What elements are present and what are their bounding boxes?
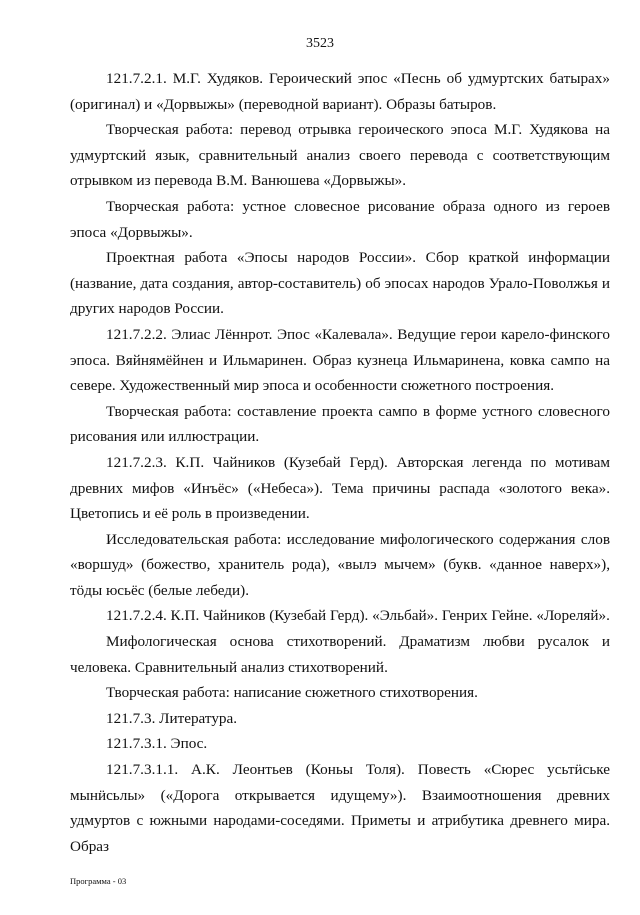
paragraph: Творческая работа: устное словесное рисование образа одного из героев эпоса «Дорвыжы».	[70, 197, 610, 241]
footer-program-label: Программа - 03	[70, 876, 127, 886]
document-body	[70, 66, 610, 859]
paragraph: Творческая работа: написание сюжетного стихотворения.	[106, 684, 478, 702]
paragraph: 121.7.2.3. К.П. Чайников (Кузебай Герд). Авторская легенда по мотивам древних мифов «Инъёс» («Небеса»). Тема причины распада «золотого века». Цветопись и её роль в произведении.	[70, 453, 610, 523]
paragraph: Творческая работа: составление проекта сампо в форме устного словесного рисования или иллюстрации.	[70, 402, 610, 446]
paragraph: Исследовательская работа: исследование мифологического содержания слов «воршуд» (божество, хранитель рода), «вылэ мычем» (букв. «данное наверх»), тӧды юсьёс (белые лебеди).	[70, 530, 610, 599]
paragraph: Проектная работа «Эпосы народов России». Сбор краткой информации (название, дата создания, автор-составитель) об эпосах народов Урало-Поволжья и других народов России.	[70, 249, 610, 318]
paragraph: 121.7.2.1. М.Г. Худяков. Героический эпос «Песнь об удмуртских батырах» (оригинал) и «Дорвыжы» (переводной вариант). Образы батыров.	[70, 70, 610, 113]
paragraph: 121.7.2.4. К.П. Чайников (Кузебай Герд). «Эльбай». Генрих Гейне. «Лореляй».	[106, 607, 610, 625]
paragraph: 121.7.3.1.1. А.К. Леонтьев (Коньы Толя). Повесть «Сюрес усьтӥське мынӥсьлы» («Дорога открывается идущему»). Взаимоотношения древних удмуртов с южными народами-соседями. Приметы и атрибутика древнего мира. Образ	[70, 761, 610, 855]
paragraph: Творческая работа: перевод отрывка героического эпоса М.Г. Худякова на удмуртский язык, сравнительный анализ своего перевода с соответствующим отрывком из перевода В.М. Ванюшева «Дорвыжы».	[70, 121, 610, 190]
paragraph: 121.7.3. Литература.	[106, 709, 238, 727]
paragraph: 121.7.2.2. Элиас Лённрот. Эпос «Калевала». Ведущие герои карело-финского эпоса. Вяйнямёйнен и Ильмаринен. Образ кузнеца Ильмаринена, ковка сампо на севере. Художественный мир эпоса и особенности сюжетного построения.	[70, 325, 610, 395]
paragraph: Мифологическая основа стихотворений. Драматизм любви русалок и человека. Сравнительный анализ стихотворений.	[70, 633, 610, 676]
page-number: 3523	[306, 36, 334, 51]
paragraph: 121.7.3.1. Эпос.	[106, 735, 208, 753]
